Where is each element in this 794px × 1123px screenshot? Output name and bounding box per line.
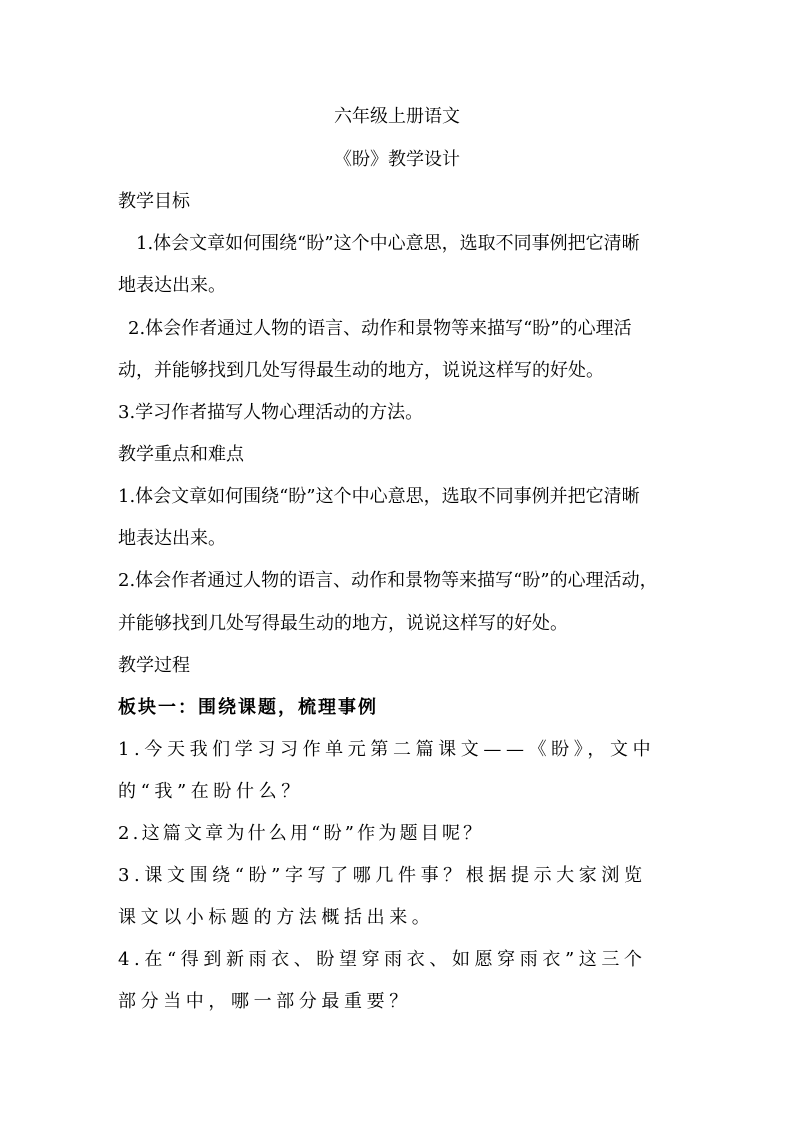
document-subtitle: 《盼》教学设计 bbox=[334, 149, 460, 170]
objective-line-2: 地表达出来。 bbox=[118, 275, 226, 296]
section-title: 板块一：围绕课题，梳理事例 bbox=[118, 697, 378, 718]
key-point-line-2: 地表达出来。 bbox=[118, 528, 226, 549]
objective-line-1: 1.体会文章如何围绕“盼”这个中心意思，选取不同事例把它清晰 bbox=[136, 233, 640, 254]
key-points-heading: 教学重点和难点 bbox=[118, 444, 244, 465]
process-heading: 教学过程 bbox=[118, 655, 190, 676]
objective-line-4: 动，并能够找到几处写得最生动的地方，说说这样写的好处。 bbox=[118, 360, 604, 381]
objectives-heading: 教学目标 bbox=[118, 191, 190, 212]
document-title: 六年级上册语文 bbox=[334, 106, 460, 127]
key-point-line-4: 并能够找到几处写得最生动的地方，说说这样写的好处。 bbox=[118, 613, 568, 634]
objective-line-5: 3.学习作者描写人物心理活动的方法。 bbox=[118, 402, 424, 423]
process-line-1: 1.今天我们学习习作单元第二篇课文——《盼》，文中 bbox=[118, 739, 656, 760]
objective-line-3: 2.体会作者通过人物的语言、动作和景物等来描写“盼”的心理活 bbox=[128, 318, 632, 339]
process-line-3: 2.这篇文章为什么用“盼”作为题目呢？ bbox=[118, 823, 485, 844]
process-line-4: 3.课文围绕“盼”字写了哪几件事？根据提示大家浏览 bbox=[118, 865, 647, 886]
process-line-2: 的“我”在盼什么？ bbox=[118, 781, 304, 802]
process-line-5: 课文以小标题的方法概括出来。 bbox=[118, 907, 435, 928]
process-line-6: 4.在“得到新雨衣、盼望穿雨衣、如愿穿雨衣”这三个 bbox=[118, 949, 647, 970]
process-line-7: 部分当中，哪一部分最重要？ bbox=[118, 991, 412, 1012]
key-point-line-1: 1.体会文章如何围绕“盼”这个中心意思，选取不同事例并把它清晰 bbox=[118, 486, 640, 507]
key-point-line-3: 2.体会作者通过人物的语言、动作和景物等来描写“盼”的心理活动， bbox=[118, 570, 658, 591]
